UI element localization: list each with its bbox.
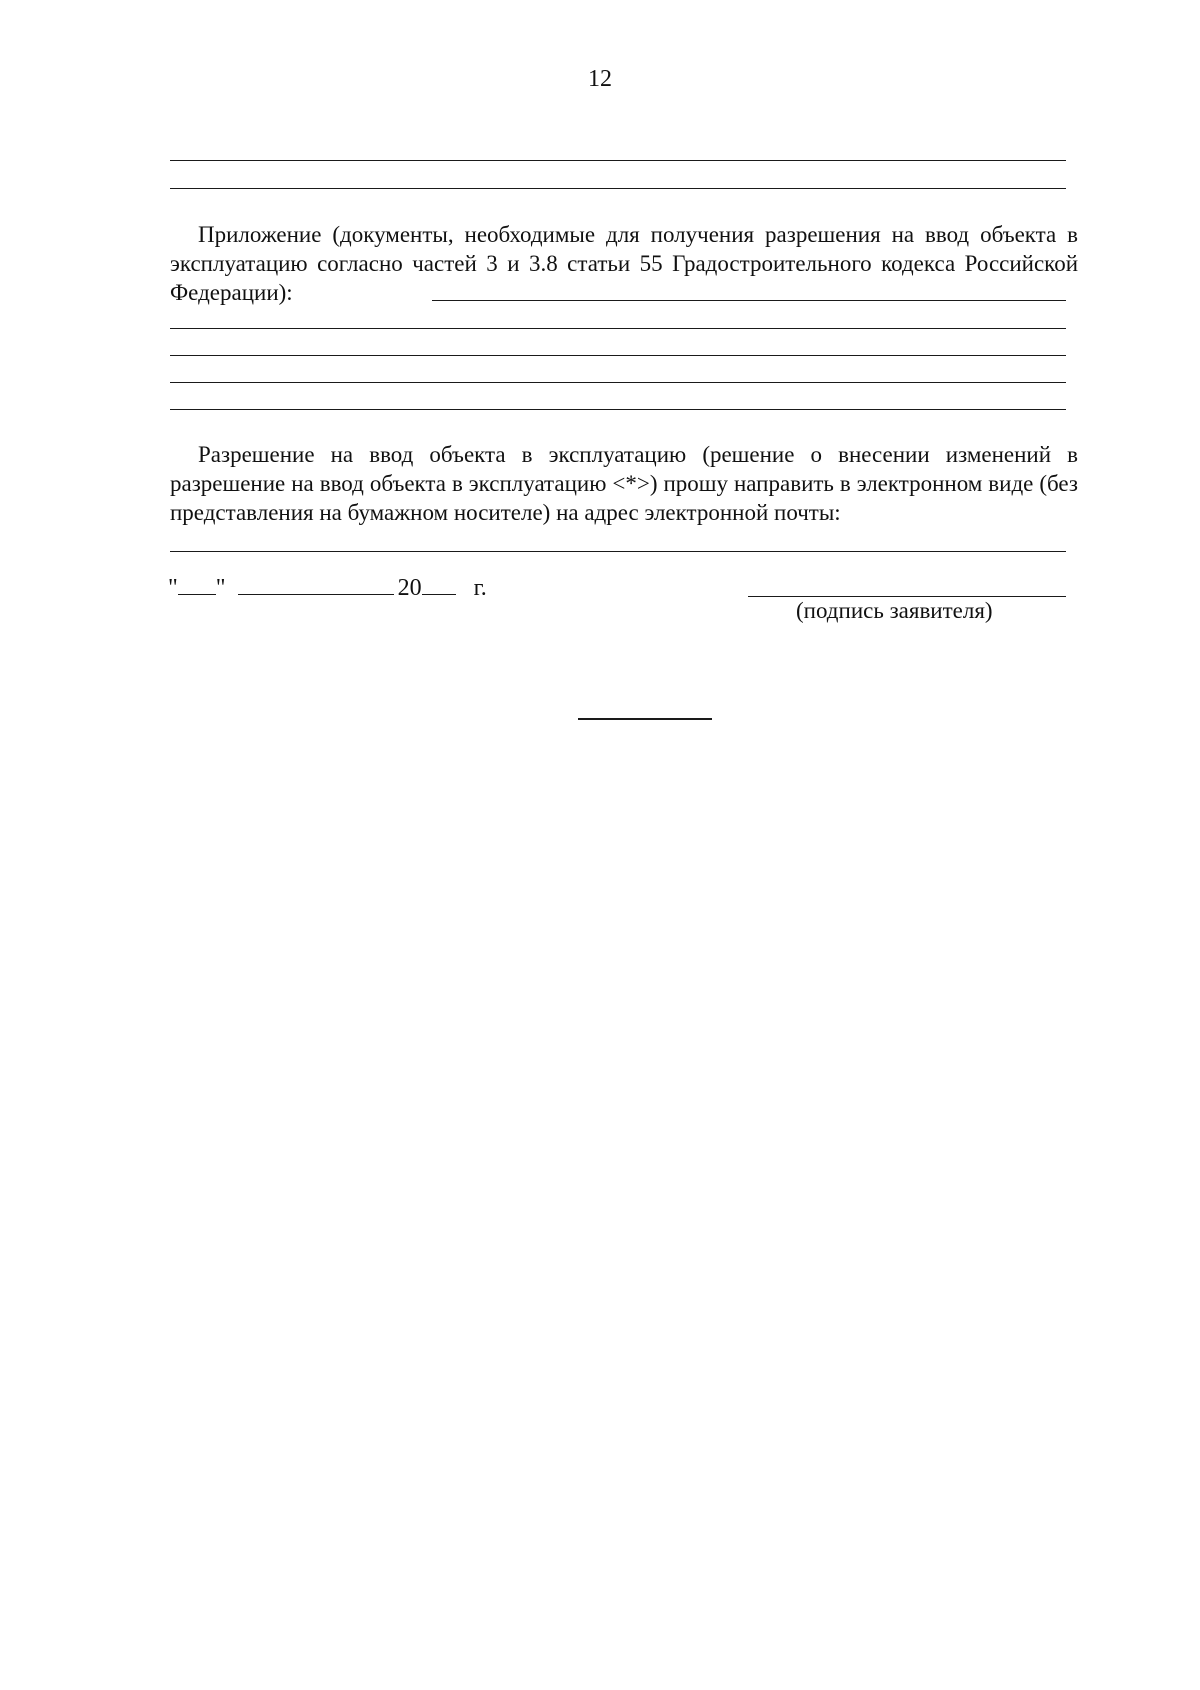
month-blank bbox=[238, 572, 394, 595]
attachment-line-3 bbox=[170, 382, 1066, 383]
request-text: Разрешение на ввод объекта в эксплуатацию (решение о внесении изменений в разрешение на ввод объекта в эксплуатацию <*>) прошу направить в электронном виде (без представления на бумажном носителе) на адрес электронной почты: bbox=[170, 442, 1078, 525]
signature-line bbox=[748, 596, 1066, 597]
blank-line-2 bbox=[170, 188, 1066, 189]
attachment-text: Приложение (документы, необходимые для получения разрешения на ввод объекта в эксплуатацию согласно частей 3 и 3.8 статьи 55 Градостроительного кодекса Российской Федерации): bbox=[170, 222, 1078, 305]
attachment-line-2 bbox=[170, 355, 1066, 356]
date-field bbox=[168, 572, 487, 602]
year-blank bbox=[422, 572, 456, 595]
year-suffix: г. bbox=[473, 575, 487, 601]
attachment-line-1 bbox=[170, 328, 1066, 329]
date-open-quote: " bbox=[168, 575, 178, 601]
day-blank bbox=[178, 572, 216, 595]
blank-line-1 bbox=[170, 160, 1066, 161]
date-close-quote: " bbox=[215, 575, 226, 601]
attachment-line-4 bbox=[170, 409, 1066, 410]
attachment-fill-line bbox=[432, 300, 1066, 301]
year-prefix: 20 bbox=[397, 575, 422, 601]
email-line bbox=[170, 551, 1066, 552]
attachment-paragraph bbox=[170, 220, 1078, 307]
request-paragraph bbox=[170, 440, 1078, 527]
signature-caption: (подпись заявителя) bbox=[796, 598, 993, 623]
end-separator bbox=[578, 718, 712, 720]
page-number: 12 bbox=[588, 66, 612, 92]
